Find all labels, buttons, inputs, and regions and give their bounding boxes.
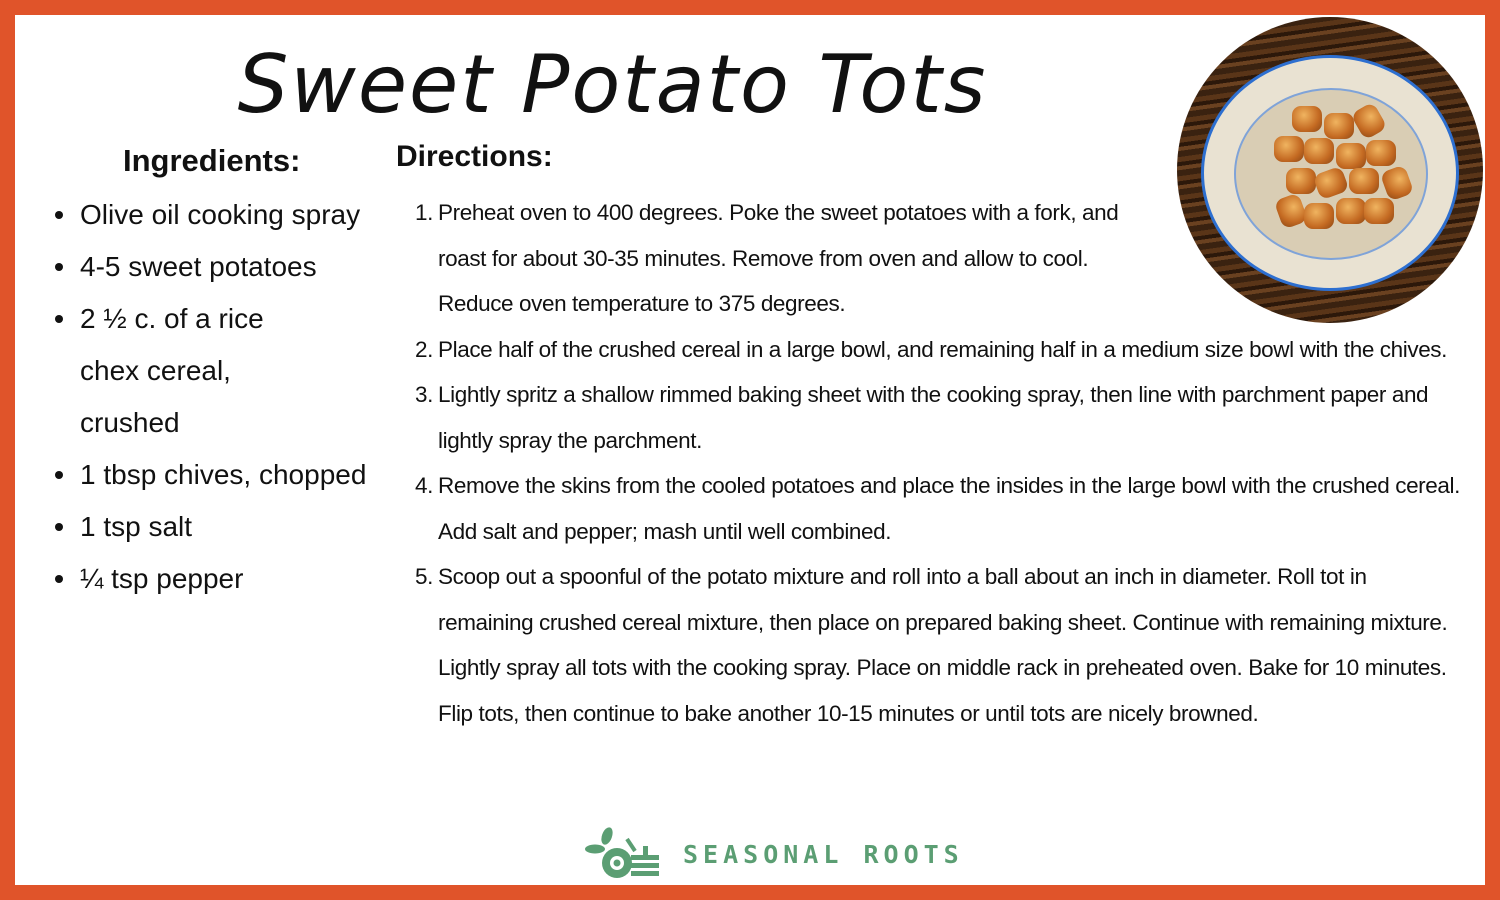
ingredient-item: 4-5 sweet potatoes [55,241,395,293]
ingredient-item: 2 ½ c. of a rice chex cereal, crushed [55,293,310,449]
brand-logo [585,827,964,881]
step-number: 2. [415,336,433,362]
direction-step [410,463,1460,554]
directions-heading: Directions: [396,140,553,173]
plate [1201,55,1459,291]
step-text: Place half of the crushed cereal in a large bowl, and remaining half in a medium size bowl with the chives. [438,336,1448,362]
ingredients-list [55,189,395,605]
tractor-leaf-icon [585,827,673,881]
step-text: Remove the skins from the cooled potatoes and place the insides in the large bowl with the crushed cereal. Add salt and pepper; mash until well combined. [438,473,1460,544]
recipe-title: Sweet Potato Tots [237,38,988,131]
recipe-card [15,15,1485,885]
recipe-photo [1177,17,1483,323]
direction-step [410,327,1460,373]
direction-step [410,372,1460,463]
step-text: Lightly spritz a shallow rimmed baking sheet with the cooking spray, then line with parchment paper and lightly spray the parchment. [438,382,1429,453]
ingredient-item: Olive oil cooking spray [55,189,395,241]
step-number: 4. [415,473,433,498]
step-number: 5. [415,564,433,589]
step-number: 3. [415,382,433,407]
step-text: Scoop out a spoonful of the potato mixture and roll into a ball about an inch in diameter. Roll tot in remaining crushed cereal mixture, then place on prepared baking sheet. Continue with remaining mixture. Lightly spray all tots with the cooking spray. Place on middle rack in preheated oven. Bake for 10 minutes. Flip tots, then continue to bake another 10-15 minutes or until tots are nicely browned. [438,564,1448,726]
ingredient-item: 1 tsp salt [55,501,395,553]
brand-name: SEASONAL ROOTS [683,839,964,869]
ingredients-heading: Ingredients: [123,143,301,178]
step-text: Preheat oven to 400 degrees. Poke the sweet potatoes with a fork, and roast for about 30-35 minutes. Remove from oven and allow to cool. Reduce oven temperature to 375 degrees. [438,200,1119,316]
ingredient-item: ¼ tsp pepper [55,553,395,605]
direction-step [410,190,1153,327]
ingredient-item: 1 tbsp chives, chopped [55,449,395,501]
direction-step [410,554,1460,736]
step-number: 1. [415,200,433,225]
